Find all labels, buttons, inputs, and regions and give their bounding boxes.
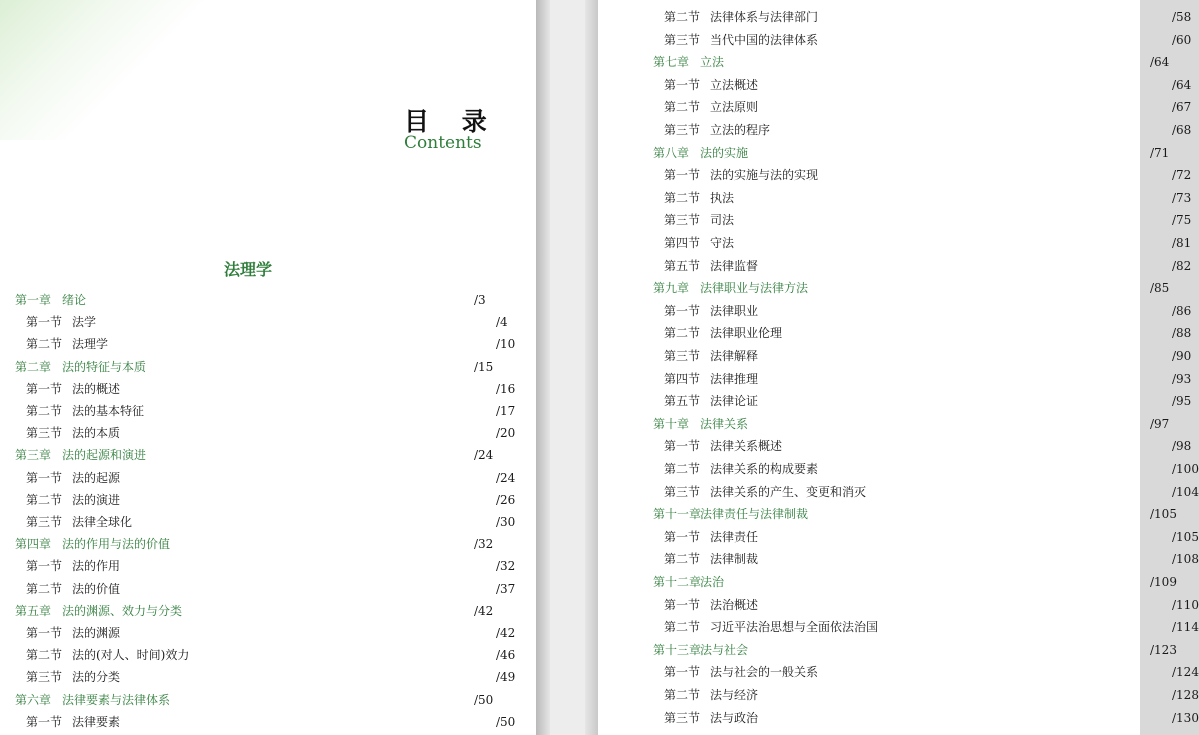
section-title: 法律关系的构成要素 [710, 462, 819, 476]
toc-section-entry[interactable] [664, 119, 1192, 141]
section-number: 第二节 [664, 688, 701, 702]
section-number: 第二节 [26, 648, 63, 663]
toc-section-entry[interactable] [26, 578, 516, 600]
corner-decoration [0, 0, 210, 140]
page-number: /42 [474, 603, 494, 618]
chapter-number: 第一章 [15, 293, 52, 307]
toc-section-entry[interactable] [664, 661, 1199, 683]
section-title: 立法概述 [710, 77, 759, 92]
toc-section-entry[interactable] [664, 6, 1192, 28]
section-number: 第二节 [664, 190, 701, 205]
toc-section-entry[interactable] [26, 644, 516, 666]
section-title: 法律职业伦理 [710, 326, 783, 341]
toc-section-entry[interactable] [26, 467, 516, 489]
section-title: 法的作用 [72, 559, 121, 574]
section-title: 法的分类 [72, 670, 121, 685]
section-title: 立法的程序 [710, 123, 771, 137]
chapter-number: 第二章 [15, 359, 52, 374]
toc-section-entry[interactable] [664, 96, 1192, 118]
page-number: /50 [496, 714, 516, 729]
toc-section-entry[interactable] [664, 526, 1199, 548]
page-number: /71 [1150, 145, 1170, 160]
page-number: /42 [496, 626, 516, 640]
chapter-number: 第六章 [15, 692, 52, 707]
section-title: 法的渊源 [72, 626, 121, 640]
toc-section-entry[interactable] [664, 345, 1192, 367]
toc-section-entry[interactable] [664, 616, 1199, 638]
section-title: 法与经济 [710, 688, 759, 702]
page-number: /86 [1172, 303, 1192, 318]
section-title: 习近平法治思想与全面依法治国 [710, 620, 879, 635]
section-number: 第三节 [664, 710, 701, 725]
chapter-title: 法的作用与法的价值 [62, 537, 171, 552]
toc-section-entry[interactable] [26, 511, 516, 533]
page-number: /68 [1172, 123, 1192, 137]
page-number: /17 [496, 404, 516, 418]
section-title: 法与政治 [710, 710, 759, 725]
page-number: /110 [1172, 597, 1199, 612]
page-number: /108 [1172, 552, 1199, 567]
section-number: 第一节 [26, 381, 63, 396]
section-title: 司法 [710, 213, 735, 228]
toc-section-entry[interactable] [664, 390, 1192, 412]
section-number: 第二节 [664, 10, 701, 24]
page-number: /49 [496, 670, 516, 685]
section-number: 第二节 [664, 552, 701, 567]
chapter-number: 第十二章 [653, 575, 702, 589]
section-title: 法律论证 [710, 394, 759, 409]
section-number: 第一节 [664, 665, 701, 680]
page-number: /72 [1172, 168, 1192, 183]
page-number: /104 [1172, 484, 1199, 499]
page-number: /93 [1172, 371, 1192, 386]
toc-section-entry[interactable] [26, 333, 516, 355]
section-title: 法的起源 [72, 470, 121, 485]
contents-title-chinese: 目 录 [404, 107, 499, 136]
page-number: /109 [1150, 575, 1177, 589]
chapter-title: 法的起源和演进 [62, 448, 147, 463]
page-number: /20 [496, 426, 516, 441]
toc-section-entry[interactable] [664, 74, 1192, 96]
section-title: 法律关系概述 [710, 439, 783, 454]
toc-section-entry[interactable] [26, 489, 516, 511]
toc-chapter-entry[interactable] [653, 503, 1177, 525]
section-number: 第一节 [664, 168, 701, 183]
section-number: 第一节 [26, 559, 63, 574]
chapter-title: 法与社会 [700, 642, 749, 657]
section-title: 法的演进 [72, 492, 121, 507]
page-number: /16 [496, 381, 516, 396]
page-number: /10 [496, 337, 516, 352]
toc-chapter-entry[interactable] [15, 689, 494, 711]
toc-chapter-entry[interactable] [653, 413, 1170, 435]
toc-chapter-entry[interactable] [653, 277, 1170, 299]
section-number: 第二节 [664, 100, 701, 115]
section-title: 法的实施与法的实现 [710, 168, 819, 183]
chapter-number: 第十三章 [653, 642, 702, 657]
chapter-number: 第八章 [653, 145, 690, 160]
section-title: 法律体系与法律部门 [710, 10, 819, 24]
section-number: 第四节 [664, 236, 701, 250]
section-title: 法律全球化 [72, 515, 133, 529]
section-title: 守法 [710, 236, 735, 250]
chapter-title: 绪论 [62, 293, 87, 307]
section-number: 第三节 [26, 670, 63, 685]
chapter-title: 法的特征与本质 [62, 359, 147, 374]
toc-section-entry[interactable] [26, 711, 516, 733]
section-number: 第一节 [26, 315, 63, 330]
section-number: 第二节 [664, 620, 701, 635]
section-number: 第一节 [26, 714, 63, 729]
section-title: 当代中国的法律体系 [710, 32, 819, 47]
section-title: 法与社会的一般关系 [710, 665, 819, 680]
part-title: 法理学 [224, 260, 273, 279]
section-number: 第五节 [664, 394, 701, 409]
section-number: 第二节 [26, 404, 63, 418]
section-title: 法律责任 [710, 529, 759, 544]
chapter-title: 法律职业与法律方法 [700, 281, 809, 296]
toc-section-entry[interactable] [664, 548, 1199, 570]
section-number: 第一节 [664, 439, 701, 454]
section-title: 立法原则 [710, 100, 759, 115]
toc-section-entry[interactable] [664, 684, 1199, 706]
page-number: /58 [1172, 10, 1192, 24]
chapter-number: 第三章 [15, 448, 52, 463]
page-number: /114 [1172, 620, 1199, 635]
toc-section-entry[interactable] [664, 707, 1199, 729]
section-number: 第四节 [664, 371, 701, 386]
page-number: /100 [1172, 462, 1199, 476]
page-number: /90 [1172, 349, 1192, 363]
page-number: /37 [496, 581, 516, 596]
page-number: /75 [1172, 213, 1192, 228]
toc-chapter-entry[interactable] [15, 444, 494, 466]
section-number: 第三节 [664, 213, 701, 228]
page-number: /98 [1172, 439, 1192, 454]
section-title: 法律要素 [72, 714, 121, 729]
page-number: /30 [496, 515, 516, 529]
toc-section-entry[interactable] [664, 594, 1199, 616]
left-page [0, 0, 536, 735]
chapter-number: 第五章 [15, 603, 52, 618]
page-number: /32 [496, 559, 516, 574]
section-number: 第一节 [664, 303, 701, 318]
section-title: 法律关系的产生、变更和消灭 [710, 484, 867, 499]
chapter-number: 第十一章 [653, 507, 702, 522]
section-title: 法理学 [72, 337, 109, 352]
page-number: /15 [474, 359, 494, 374]
page-number: /88 [1172, 326, 1192, 341]
toc-section-entry[interactable] [26, 311, 508, 333]
page-gutter-shadow-right [585, 0, 598, 735]
toc-section-entry[interactable] [26, 622, 516, 644]
chapter-number: 第十章 [653, 416, 690, 431]
toc-section-entry[interactable] [664, 368, 1192, 390]
chapter-title: 法律责任与法律制裁 [700, 507, 809, 522]
section-title: 法的概述 [72, 381, 121, 396]
toc-section-entry[interactable] [664, 209, 1192, 231]
section-title: 法律监督 [710, 258, 759, 273]
page-number: /82 [1172, 258, 1192, 273]
chapter-number: 第九章 [653, 281, 690, 296]
section-title: 法治概述 [710, 597, 759, 612]
page-number: /124 [1172, 665, 1199, 680]
section-number: 第二节 [664, 326, 701, 341]
chapter-title: 立法 [700, 55, 725, 70]
section-title: 法律职业 [710, 303, 759, 318]
toc-section-entry[interactable] [664, 322, 1192, 344]
toc-chapter-entry[interactable] [653, 142, 1170, 164]
section-title: 法律制裁 [710, 552, 759, 567]
page-gutter [550, 0, 585, 735]
toc-section-entry[interactable] [664, 29, 1192, 51]
section-number: 第三节 [664, 484, 701, 499]
toc-chapter-entry[interactable] [15, 533, 494, 555]
chapter-title: 法律要素与法律体系 [62, 692, 171, 707]
toc-section-entry[interactable] [26, 378, 516, 400]
page-number: /4 [496, 315, 508, 330]
toc-chapter-entry[interactable] [15, 356, 494, 378]
section-title: 法律解释 [710, 349, 759, 363]
toc-chapter-entry[interactable] [15, 289, 486, 311]
page-number: /81 [1172, 236, 1192, 250]
toc-section-entry[interactable] [664, 481, 1199, 503]
toc-section-entry[interactable] [664, 255, 1192, 277]
section-title: 法的(对人、时间)效力 [72, 648, 190, 663]
section-number: 第五节 [664, 258, 701, 273]
page-number: /26 [496, 492, 516, 507]
page-number: /32 [474, 537, 494, 552]
toc-section-entry[interactable] [664, 187, 1192, 209]
section-number: 第一节 [26, 470, 63, 485]
page-number: /128 [1172, 688, 1199, 702]
page-number: /50 [474, 692, 494, 707]
section-title: 法律推理 [710, 371, 759, 386]
page-number: /64 [1150, 55, 1170, 70]
page-number: /97 [1150, 416, 1170, 431]
section-number: 第一节 [26, 626, 63, 640]
toc-chapter-entry[interactable] [653, 639, 1177, 661]
page-number: /60 [1172, 32, 1192, 47]
toc-section-entry[interactable] [26, 666, 516, 688]
page-number: /24 [496, 470, 516, 485]
section-number: 第三节 [664, 123, 701, 137]
section-number: 第二节 [664, 462, 701, 476]
toc-section-entry[interactable] [26, 400, 516, 422]
section-title: 法的基本特征 [72, 404, 145, 418]
page-number: /105 [1172, 529, 1199, 544]
page-number: /73 [1172, 190, 1192, 205]
section-title: 法学 [72, 315, 97, 330]
page-number: /130 [1172, 710, 1199, 725]
toc-chapter-entry[interactable] [653, 571, 1177, 593]
page-number: /85 [1150, 281, 1170, 296]
toc-section-entry[interactable] [664, 232, 1192, 254]
section-number: 第三节 [26, 515, 63, 529]
section-number: 第三节 [664, 32, 701, 47]
page-number: /46 [496, 648, 516, 663]
toc-section-entry[interactable] [26, 422, 516, 444]
chapter-title: 法的渊源、效力与分类 [62, 603, 183, 618]
toc-section-entry[interactable] [664, 300, 1192, 322]
section-title: 法的价值 [72, 581, 121, 596]
section-number: 第二节 [26, 337, 63, 352]
toc-section-entry[interactable] [664, 458, 1199, 480]
section-number: 第三节 [664, 349, 701, 363]
page-number: /105 [1150, 507, 1177, 522]
toc-chapter-entry[interactable] [15, 600, 494, 622]
chapter-number: 第七章 [653, 55, 690, 70]
page-number: /24 [474, 448, 494, 463]
page-number: /67 [1172, 100, 1192, 115]
chapter-title: 法的实施 [700, 145, 749, 160]
toc-section-entry[interactable] [664, 164, 1192, 186]
section-number: 第一节 [664, 529, 701, 544]
page-number: /95 [1172, 394, 1192, 409]
page-number: /3 [474, 293, 486, 307]
section-number: 第三节 [26, 426, 63, 441]
chapter-number: 第四章 [15, 537, 52, 552]
section-title: 执法 [710, 190, 735, 205]
section-number: 第一节 [664, 77, 701, 92]
page-number: /64 [1172, 77, 1192, 92]
chapter-title: 法律关系 [700, 416, 749, 431]
toc-section-entry[interactable] [664, 435, 1192, 457]
toc-chapter-entry[interactable] [653, 51, 1170, 73]
page-number: /123 [1150, 642, 1177, 657]
chapter-title: 法治 [700, 575, 725, 589]
section-number: 第二节 [26, 492, 63, 507]
page-gutter-shadow-left [536, 0, 550, 735]
contents-title-english: Contents [404, 133, 482, 153]
toc-section-entry[interactable] [26, 555, 516, 577]
right-page [598, 0, 1199, 735]
section-title: 法的本质 [72, 426, 121, 441]
section-number: 第二节 [26, 581, 63, 596]
section-number: 第一节 [664, 597, 701, 612]
